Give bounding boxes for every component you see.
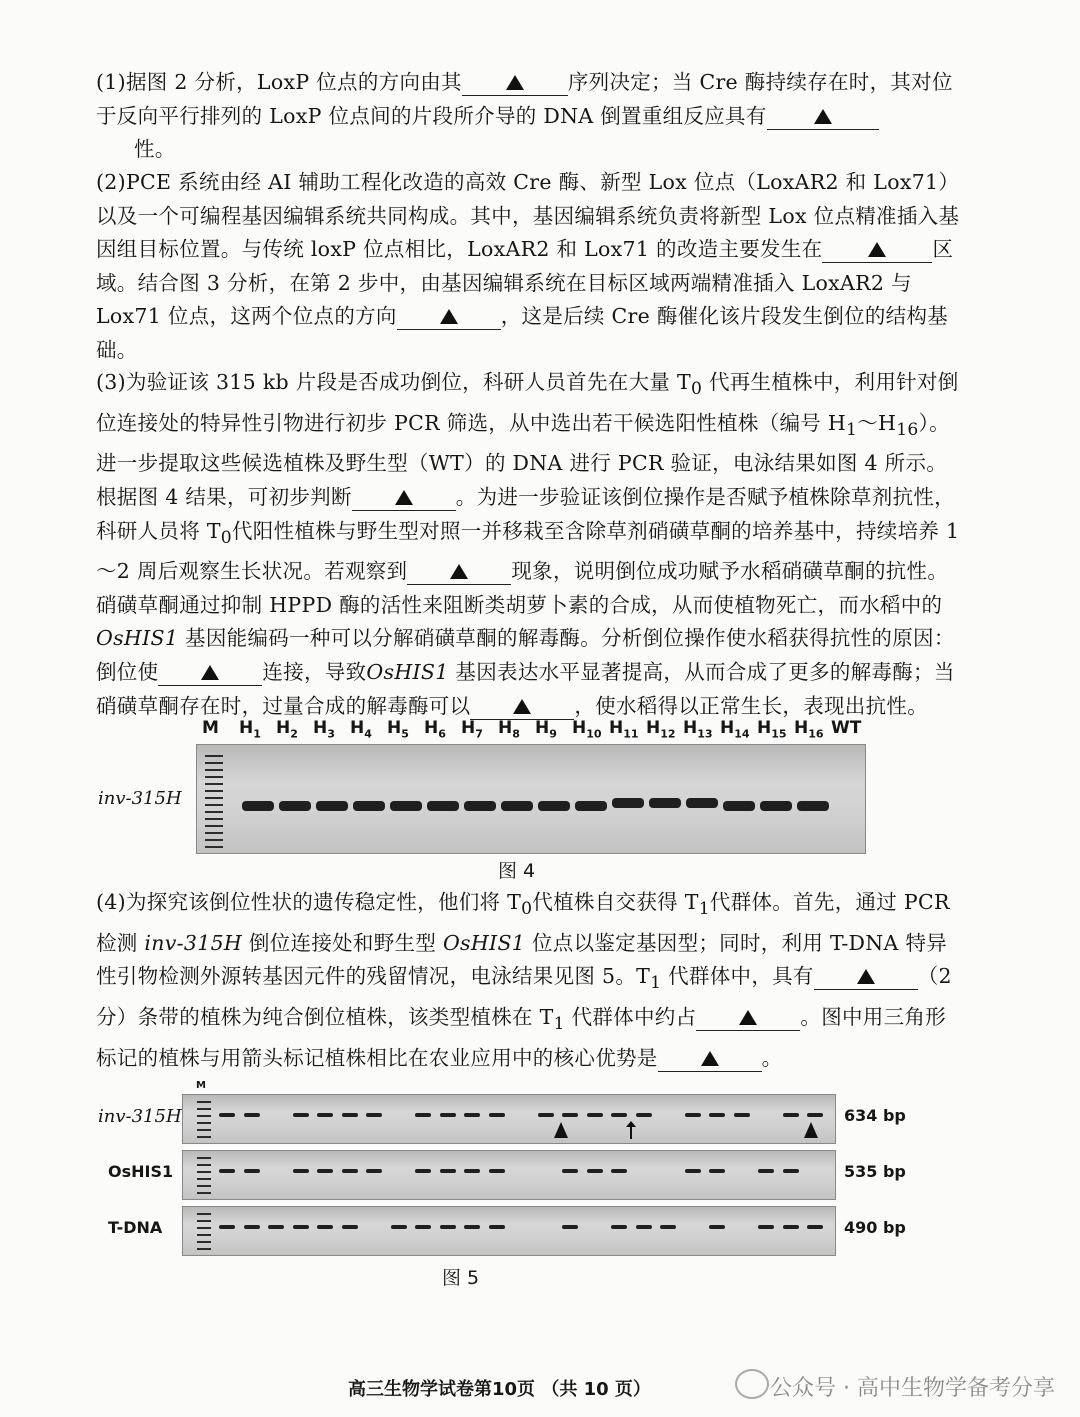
ladder-band [197,1220,211,1222]
pcr-band [538,1113,554,1117]
triangle-icon [814,109,832,124]
triangle-icon [868,242,886,257]
answer-blank[interactable] [470,693,574,720]
pcr-band [293,1225,309,1229]
question-text: 据图 2 分析，LoxP 位点的方向由其 [125,70,462,94]
pcr-band [807,1113,823,1117]
arrow-marker-icon [630,1123,632,1139]
pcr-band [244,1225,260,1229]
triangle-icon [513,699,531,714]
question-text: 代群体。首先，通过 PCR 检测 [96,890,950,955]
question-text: 。 [761,1045,783,1070]
subscript: 1 [553,1014,565,1035]
lane-label: $H_{15}$ [757,718,787,741]
pcr-band [660,1225,676,1229]
ladder-band [197,1185,211,1187]
pcr-band [317,1225,333,1229]
answer-blank[interactable] [462,69,568,96]
ladder-band [197,1129,211,1131]
subscript: 0 [690,379,703,400]
lane-label: $H_{12}$ [646,718,676,741]
question-2 [96,166,966,368]
band-size-label: 535 bp [844,1162,906,1181]
subscript: 0 [220,527,232,548]
lane-label: $H_5$ [387,718,409,741]
lane-label: $H_9$ [535,718,557,741]
subscript: 1 [650,973,662,994]
pcr-band [342,1169,358,1173]
gene-name: OsHIS1 [442,930,526,955]
pcr-band [242,801,274,811]
pcr-band [489,1225,505,1229]
ladder-band [205,776,223,778]
pcr-band [219,1225,235,1229]
question-number: (2) [96,170,126,194]
gel-image [196,744,866,854]
gel-row-label: T-DNA [108,1218,163,1237]
pcr-band [587,1169,603,1173]
subscript: 16 [896,419,919,440]
triangle-icon [201,665,219,680]
band-size-label: 490 bp [844,1218,906,1237]
question-number: (1) [96,70,126,94]
question-text: 连接，导致 [262,660,367,685]
ladder-band [205,846,223,848]
ladder-band [205,769,223,771]
lane-label: WT [831,718,862,738]
triangle-icon [440,309,458,324]
pcr-band [709,1169,725,1173]
subscript: 0 [521,899,533,920]
ladder-band [197,1171,211,1173]
subscript: 1 [846,419,858,440]
pcr-band [760,801,792,811]
wechat-icon [735,1369,769,1399]
ladder-band [197,1213,211,1215]
pcr-band [353,801,385,811]
pcr-band [342,1225,358,1229]
question-1 [96,66,966,167]
pcr-band [734,1113,750,1117]
pcr-band [464,1113,480,1117]
ladder-band [197,1136,211,1138]
pcr-band [440,1113,456,1117]
gene-name: inv-315H [144,930,243,955]
pcr-band [538,801,570,811]
answer-blank[interactable] [767,103,879,130]
pcr-band [268,1225,284,1229]
pcr-band [440,1225,456,1229]
pcr-band [293,1113,309,1117]
pcr-band [686,798,718,808]
pcr-band [219,1169,235,1173]
pcr-band [685,1169,701,1173]
pcr-band [758,1169,774,1173]
answer-blank[interactable] [158,659,262,686]
ladder-band [197,1227,211,1229]
question-text: PCE 系统由经 AI 辅助工程化改造的高效 Cre 酶、新型 Lox 位点（LoxAR2 和 Lox71）以及一个可编程基因编辑系统共同构成。其中，基因编辑系统负责将新型 Lox 位点精准插入基因组目标位置。与传统 loxP 位点相比，LoxAR2 和 Lox71 的改造主要发生在 [96,170,960,262]
ladder-band [197,1178,211,1180]
answer-blank[interactable] [822,236,932,263]
ladder-band [197,1101,211,1103]
pcr-band [587,1113,603,1117]
question-text: 。图中用三角形标记的植株与用箭头标记植株相比在农业应用中的核心优势是 [96,1004,946,1070]
ladder-band [197,1122,211,1124]
pcr-band [649,798,681,808]
pcr-band [489,1169,505,1173]
pcr-band [415,1225,431,1229]
watermark: 公众号 · 高中生物学备考分享 [770,1376,1055,1401]
question-text: 代阳性植株与野生型对照一并移栽至含除草剂硝磺草酮的培养基中，持续培养 1～2 周后观察生长状况。若观察到 [96,518,960,584]
lane-label: $H_8$ [498,718,520,741]
pcr-band [783,1113,799,1117]
question-text: 代群体中约占 [564,1004,697,1029]
ladder-band [197,1234,211,1236]
pcr-band [415,1113,431,1117]
question-text: 现象，说明倒位成功赋予水稻硝磺草酮的抗性。硝磺草酮通过抑制 HPPD 酶的活性来阻断类胡萝卜素的合成，从而使植物死亡，而水稻中的 [96,559,949,617]
answer-blank[interactable] [814,963,918,990]
gel-row-label: OsHIS1 [108,1162,174,1181]
lane-label: $H_2$ [276,718,298,741]
gel-row-label: inv-315H [98,1106,182,1127]
triangle-icon [450,564,468,579]
pcr-band [317,1169,333,1173]
pcr-band [636,1113,652,1117]
ladder-band [197,1115,211,1117]
question-text: 序列决定；当 Cre 酶持续存在时，其对位于反向平行排列的 LoxP 位点间的片段所介导的 DNA 倒置重组反应具有 [96,70,953,128]
question-number: (3) [96,370,126,394]
triangle-icon [857,969,875,984]
question-text: 为验证该 315 kb 片段是否成功倒位，科研人员首先在大量 T [125,370,691,394]
pcr-band [611,1225,627,1229]
pcr-band [293,1169,309,1173]
triangle-icon [739,1010,757,1025]
answer-blank[interactable] [407,558,511,585]
marker-label: M [196,1080,206,1091]
pcr-band [415,1169,431,1173]
pcr-band [464,801,496,811]
pcr-band [636,1225,652,1229]
question-text: 基因能编码一种可以分解硝磺草酮的解毒酶。分析倒位操作使水稻获得抗性的原因：倒位使 [96,626,955,685]
pcr-band [807,1225,823,1229]
question-text: 为探究该倒位性状的遗传稳定性，他们将 T [125,890,522,914]
question-text: 代群体中，具有 [661,964,814,989]
ladder-band [197,1108,211,1110]
ladder-band [205,839,223,841]
answer-blank[interactable] [658,1045,762,1072]
question-text: 代再生植株中，利用针对倒位连接处的特异性引物进行初步 PCR 筛选，从中选出若干候选阳性植株（编号 H [96,370,959,435]
question-text: ～H [857,410,897,435]
pcr-band [501,801,533,811]
question-4 [96,886,966,1075]
question-text: ，使水稻得以正常生长，表现出抗性。 [574,693,929,718]
ladder-band [205,797,223,799]
lane-label: $H_3$ [313,718,335,741]
triangle-marker-icon [554,1122,568,1138]
pcr-band [797,801,829,811]
ladder-band [197,1241,211,1243]
question-text: 代植株自交获得 T [532,890,699,914]
pcr-band [562,1113,578,1117]
gel-image [182,1206,836,1256]
pcr-band [390,801,422,811]
lane-label: $H_6$ [424,718,446,741]
pcr-band [783,1225,799,1229]
pcr-band [758,1225,774,1229]
pcr-band [391,1225,407,1229]
pcr-band [685,1113,701,1117]
ladder-band [205,762,223,764]
lane-label: $H_1$ [239,718,261,741]
pcr-band [611,1113,627,1117]
question-text: 位点以鉴定基因型；同时，利用 T-DNA 特异性引物检测外源转基因元件的残留情况，电泳结果见图 5。T [96,930,948,989]
pcr-band [317,1113,333,1117]
ladder-band [197,1248,211,1250]
lane-label: $H_{10}$ [572,718,602,741]
question-text: 基因表达水平显著提高，从而合成了更多的解毒酶；当硝磺草酮存在时，过量合成的解毒酶可以 [96,660,955,718]
triangle-icon [506,75,524,90]
pcr-band [244,1169,260,1173]
band-size-label: 634 bp [844,1106,906,1125]
pcr-band [440,1169,456,1173]
question-text: 性。 [134,137,176,162]
pcr-band [562,1225,578,1229]
triangle-icon [395,490,413,505]
question-3 [96,366,966,723]
pcr-band [783,1169,799,1173]
question-text: ，这是后续 Cre 酶催化该片段发生倒位的结构基础。 [96,304,949,362]
question-text: 区域。结合图 3 分析，在第 2 步中，由基因编辑系统在目标区域两端精准插入 LoxAR2 与 Lox71 位点，这两个位点的方向 [96,237,954,329]
pcr-band [219,1113,235,1117]
gel-row-label: inv-315H [98,788,182,809]
question-number: (4) [96,890,126,914]
ladder-band [205,755,223,757]
ladder-band [205,790,223,792]
lane-label: $H_{11}$ [609,718,639,741]
answer-blank[interactable] [352,484,456,511]
figure-4-caption: 图 4 [498,860,536,882]
lane-label: $H_7$ [461,718,483,741]
lane-label: $H_{16}$ [794,718,824,741]
answer-blank[interactable] [696,1004,800,1031]
ladder-band [205,783,223,785]
pcr-band [611,1169,627,1173]
pcr-band [342,1113,358,1117]
lane-label: M [202,718,219,738]
pcr-band [562,1169,578,1173]
ladder-band [205,804,223,806]
pcr-band [489,1113,505,1117]
subscript: 1 [698,899,710,920]
lane-label: $H_4$ [350,718,372,741]
pcr-band [612,798,644,808]
pcr-band [366,1113,382,1117]
pcr-band [709,1225,725,1229]
pcr-band [244,1113,260,1117]
gel-image [182,1094,836,1144]
pcr-band [575,801,607,811]
question-text: 倒位连接处和野生型 [242,930,443,955]
pcr-band [366,1169,382,1173]
lane-label: $H_{13}$ [683,718,713,741]
pcr-band [279,801,311,811]
figure-5-caption: 图 5 [442,1267,480,1289]
question-text: ）。进一步提取这些候选植株及野生型（WT）的 DNA 进行 PCR 验证，电泳结果如图 4 所示。根据图 4 结果，可初步判断 [96,410,950,509]
ladder-band [205,818,223,820]
gel-image [182,1150,836,1200]
pcr-band [709,1113,725,1117]
page-footer: 高三生物学试卷第10页 （共 10 页） [348,1379,651,1400]
pcr-band [427,801,459,811]
answer-blank[interactable] [397,303,501,330]
triangle-icon [701,1051,719,1066]
pcr-band [723,801,755,811]
ladder-band [205,832,223,834]
question-text: 。为进一步验证该倒位操作是否赋予植株除草剂抗性，科研人员将 T [96,484,955,543]
ladder-band [205,825,223,827]
pcr-band [464,1169,480,1173]
lane-label: $H_{14}$ [720,718,750,741]
ladder-band [197,1192,211,1194]
gene-name: OsHIS1 [96,626,179,651]
gene-name: OsHIS1 [366,660,449,685]
triangle-marker-icon [804,1122,818,1138]
gel-background [197,745,865,853]
ladder-band [205,811,223,813]
question-text: （2 分）条带的植株为纯合倒位植株，该类型植株在 T [96,964,952,1029]
ladder-band [197,1164,211,1166]
ladder-band [197,1157,211,1159]
pcr-band [464,1225,480,1229]
pcr-band [316,801,348,811]
